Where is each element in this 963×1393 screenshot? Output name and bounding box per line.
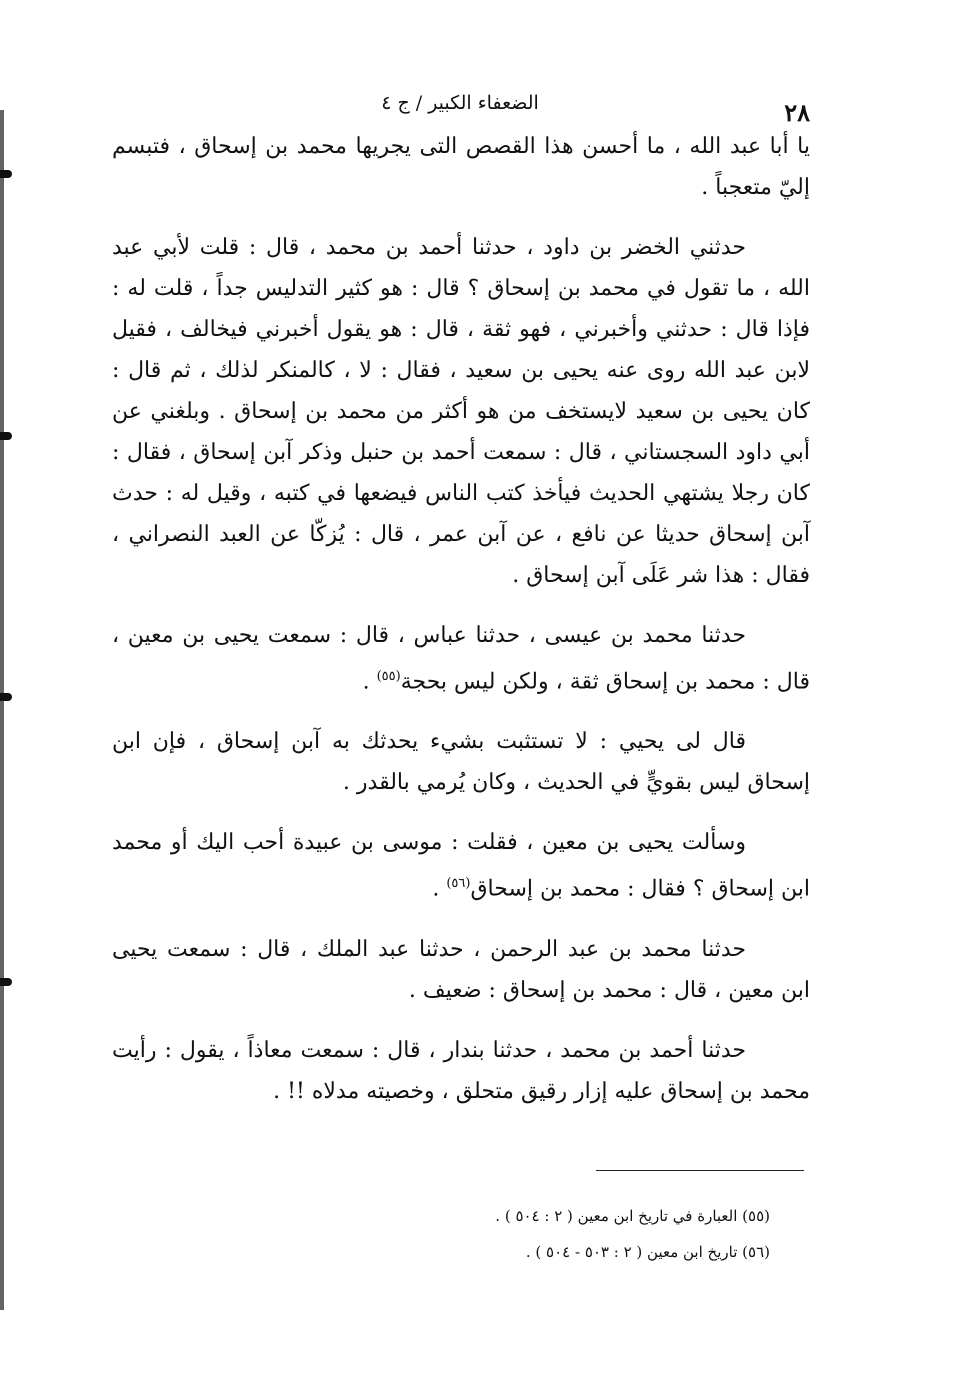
footnote-divider — [596, 1170, 804, 1171]
running-title: الضعفاء الكبير / ج ٤ — [381, 92, 539, 114]
paragraph: يا أبا عبد الله ، ما أحسن هذا القصص التى يجريها محمد بن إسحاق ، فتبسم إليّ متعجباً . — [112, 134, 810, 200]
scan-mark — [0, 693, 12, 701]
footnote: (٥٦) تاريخ ابن معين ( ٢ : ٥٠٣ - ٥٠٤ ) . — [525, 1243, 770, 1261]
paragraph: وسألت يحيى بن معين ، فقلت : موسى بن عبيدة أحب اليك أو محمد ابن إسحاق ؟ فقال : محمد بن إسحاق$^{(٥٦)}$ . — [112, 830, 810, 902]
scan-mark — [0, 978, 12, 986]
page-header — [110, 92, 810, 126]
main-text — [112, 126, 810, 1131]
page-binding-edge — [0, 110, 4, 1310]
scan-mark — [0, 432, 12, 440]
paragraph: حدثنا محمد بن عيسى ، حدثنا عباس ، قال : سمعت يحيى بن معين ، قال : محمد بن إسحاق ثقة ، ولكن ليس بحجة$^{(٥٥)}$ . — [112, 623, 810, 695]
paragraph: حدثنا أحمد بن محمد ، حدثنا بندار ، قال : سمعت معاذاً ، يقول : رأيت محمد بن إسحاق عليه إزار رقيق متحلق ، وخصيته مدلاه !! . — [112, 1037, 810, 1104]
paragraph: حدثني الخضر بن داود ، حدثنا أحمد بن محمد ، قال : قلت لأبي عبد الله ، ما تقول في محمد بن إسحاق ؟ قال : هو كثير التدليس جداً ، قلت له : فإذا قال : حدثني وأخبرني ، فهو ثقة ، قال : هو يقول أخبرني فيخالف ، فقيل لابن عبد الله روى عنه يحيى بن سعيد ، فقال : لا ، كالمنكر لذلك ، ثم قال : كان يحيى بن سعيد لايستخف من هو أكثر من محمد بن إسحاق . وبلغني عن أبي داود السجستاني ، قال : سمعت أحمد بن حنبل وذكر آبن إسحاق ، فقال : كان رجلا يشتهي الحديث فيأخذ كتب الناس فيضعها في كتبه ، وقيل له : حدث آبن إسحاق حديثا عن نافع ، عن آبن عمر ، قال : يُزكّا عن العبد النصراني ، فقال : هذا شر عَلَى آبن إسحاق . — [112, 235, 810, 588]
paragraph: حدثنا محمد بن عبد الرحمن ، حدثنا عبد الملك ، قال : سمعت يحيى ابن معين ، قال : محمد بن إسحاق : ضعيف . — [112, 936, 810, 1003]
paragraph: قال لى يحيي : لا تستثبت بشيء يحدثك به آبن إسحاق ، فإن ابن إسحاق ليس بقويٍّ في الحديث ، وكان يُرمي بالقدر . — [112, 729, 810, 796]
scan-mark — [0, 170, 12, 178]
page-number: ٢٨ — [784, 98, 810, 127]
footnote-ref: (٥٦) — [446, 876, 471, 892]
footnotes — [400, 1198, 770, 1270]
footnote: (٥٥) العبارة في تاريخ ابن معين ( ٢ : ٥٠٤ ) . — [495, 1207, 770, 1225]
footnote-ref: (٥٥) — [376, 669, 401, 684]
